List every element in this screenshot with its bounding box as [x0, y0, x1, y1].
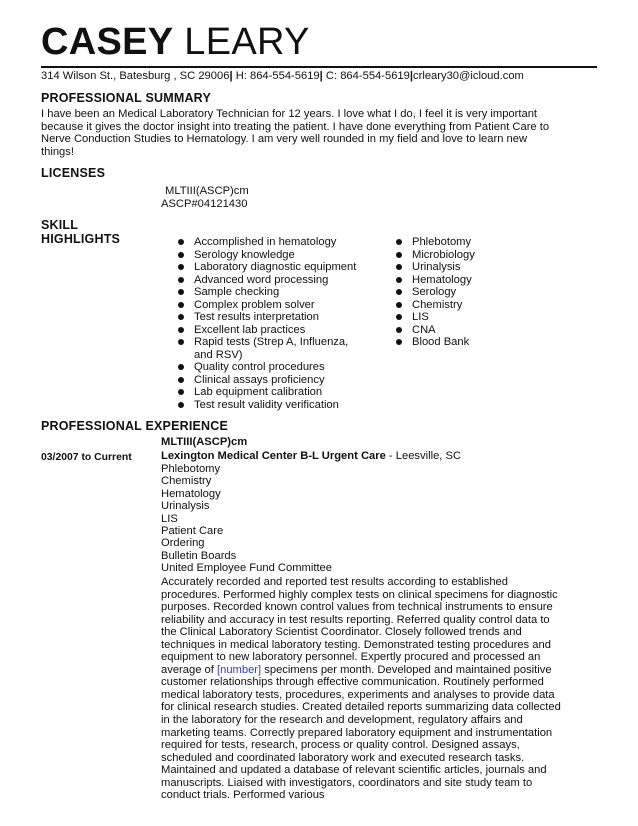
job-dates: 03/2007 to Current — [41, 452, 132, 463]
description-text: Accurately recorded and reported test results according to established procedures. Performed highly complex tests on clinical specimens for diagnostic purposes. Recorded known control values from technical instruments to ensure reliability and accuracy in test results reporting. Referred quality control data to the Clinical Laboratory Scientist Coordinator. Closely followed trends and techniques in medical laboratory testing. Demonstrated testing procedures and equipment to new laboratory personnel. Expertly procured and processed an average of — [161, 576, 558, 676]
list-item: Hematology — [161, 487, 221, 500]
list-item: Serology — [393, 286, 533, 299]
list-item: Test result validity verification — [175, 399, 365, 412]
list-item: Advanced word processing — [175, 274, 365, 287]
license-item: ASCP#04121430 — [161, 198, 248, 210]
address: 314 Wilson St., Batesburg , SC 29006 — [41, 70, 230, 82]
first-name: CASEY — [41, 21, 174, 63]
summary-text: I have been an Medical Laboratory Technician for 12 years. I love what I do, I feel it is very important because it gives the doctor insight into treating the patient. I have done everything from Patient Care to Nerve Conduction Studies to Hematology. I am very well rounded in my field and love to learn new things! — [41, 108, 550, 158]
list-item: Blood Bank — [393, 336, 533, 349]
contact-line — [41, 69, 524, 83]
list-item: Chemistry — [393, 299, 533, 312]
description-text: specimens per month. Developed and maintained positive customer relationships through effective communication. Routinely performed medical laboratory tests, procedures, experiments and analyses to provide data for clinical research studies. Created detailed reports summarizing data collected in the laboratory for the research and development, regulatory affairs and marketing teams. Correctly prepared laboratory equipment and instrumentation required for tests, research, process or quality control. Designed assays, scheduled and coordinated laboratory work and executed research tasks. Maintained and updated a database of relevant scientific articles, journals and manuscripts. Liaised with investigators, coordinators and site study team to conduct trials. Performed various — [161, 663, 561, 802]
list-item: Ordering — [161, 537, 205, 550]
contact-separator: | — [229, 70, 233, 82]
list-item: Urinalysis — [161, 500, 210, 513]
experience-heading: PROFESSIONAL EXPERIENCE — [41, 419, 229, 433]
candidate-name — [41, 16, 310, 68]
list-item: LIS — [161, 512, 178, 525]
email: crleary30@icloud.com — [413, 70, 524, 82]
contact-separator: | — [319, 70, 323, 82]
company-name: Lexington Medical Center B-L Urgent Care — [161, 450, 386, 462]
job-description — [161, 576, 561, 802]
employer-line — [161, 450, 461, 463]
list-item: Phlebotomy — [393, 236, 533, 249]
list-item: Rapid tests (Strep A, Influenza, and RSV) — [175, 336, 354, 361]
home-phone: H: 864-554-5619 — [235, 70, 320, 82]
skills-heading — [41, 218, 120, 246]
list-item: Complex problem solver — [175, 299, 365, 312]
list-item: Phlebotomy — [161, 463, 221, 475]
skills-heading-line: SKILL — [41, 218, 79, 232]
list-item: Serology knowledge — [175, 249, 365, 262]
job-title: MLTIII(ASCP)cm — [161, 436, 248, 448]
last-name: LEARY — [184, 21, 310, 63]
list-item: Patient Care — [161, 525, 224, 538]
summary-heading: PROFESSIONAL SUMMARY — [41, 91, 211, 105]
header-divider — [41, 66, 597, 68]
licenses-heading: LICENSES — [41, 166, 106, 180]
list-item: Excellent lab practices — [175, 324, 365, 337]
list-item: Sample checking — [175, 286, 365, 299]
list-item: Clinical assays proficiency — [175, 374, 365, 387]
list-item: Urinalysis — [393, 261, 533, 274]
list-item: Laboratory diagnostic equipment — [175, 261, 365, 274]
cell-phone: C: 864-554-5619 — [325, 70, 410, 82]
skills-heading-line: HIGHLIGHTS — [41, 232, 121, 246]
duty-list — [161, 463, 332, 575]
list-item: Microbiology — [393, 249, 533, 262]
skills-list-right — [393, 236, 533, 349]
list-item: Test results interpretation — [175, 311, 365, 324]
list-item: Chemistry — [161, 475, 212, 488]
list-item: CNA — [393, 324, 533, 337]
job-location: - Leesville, SC — [385, 450, 462, 462]
contact-separator: | — [409, 70, 414, 82]
list-item: Hematology — [393, 274, 533, 287]
list-item: Quality control procedures — [175, 361, 365, 374]
list-item: Accomplished in hematology — [175, 236, 365, 249]
list-item: Bulletin Boards — [161, 549, 237, 562]
list-item: United Employee Fund Committee — [161, 562, 332, 575]
list-item: LIS — [393, 311, 533, 324]
skills-list-left — [175, 236, 365, 411]
list-item: Lab equipment calibration — [175, 386, 365, 399]
license-item: MLTIII(ASCP)cm — [165, 185, 249, 197]
number-placeholder: [number] — [216, 663, 262, 676]
